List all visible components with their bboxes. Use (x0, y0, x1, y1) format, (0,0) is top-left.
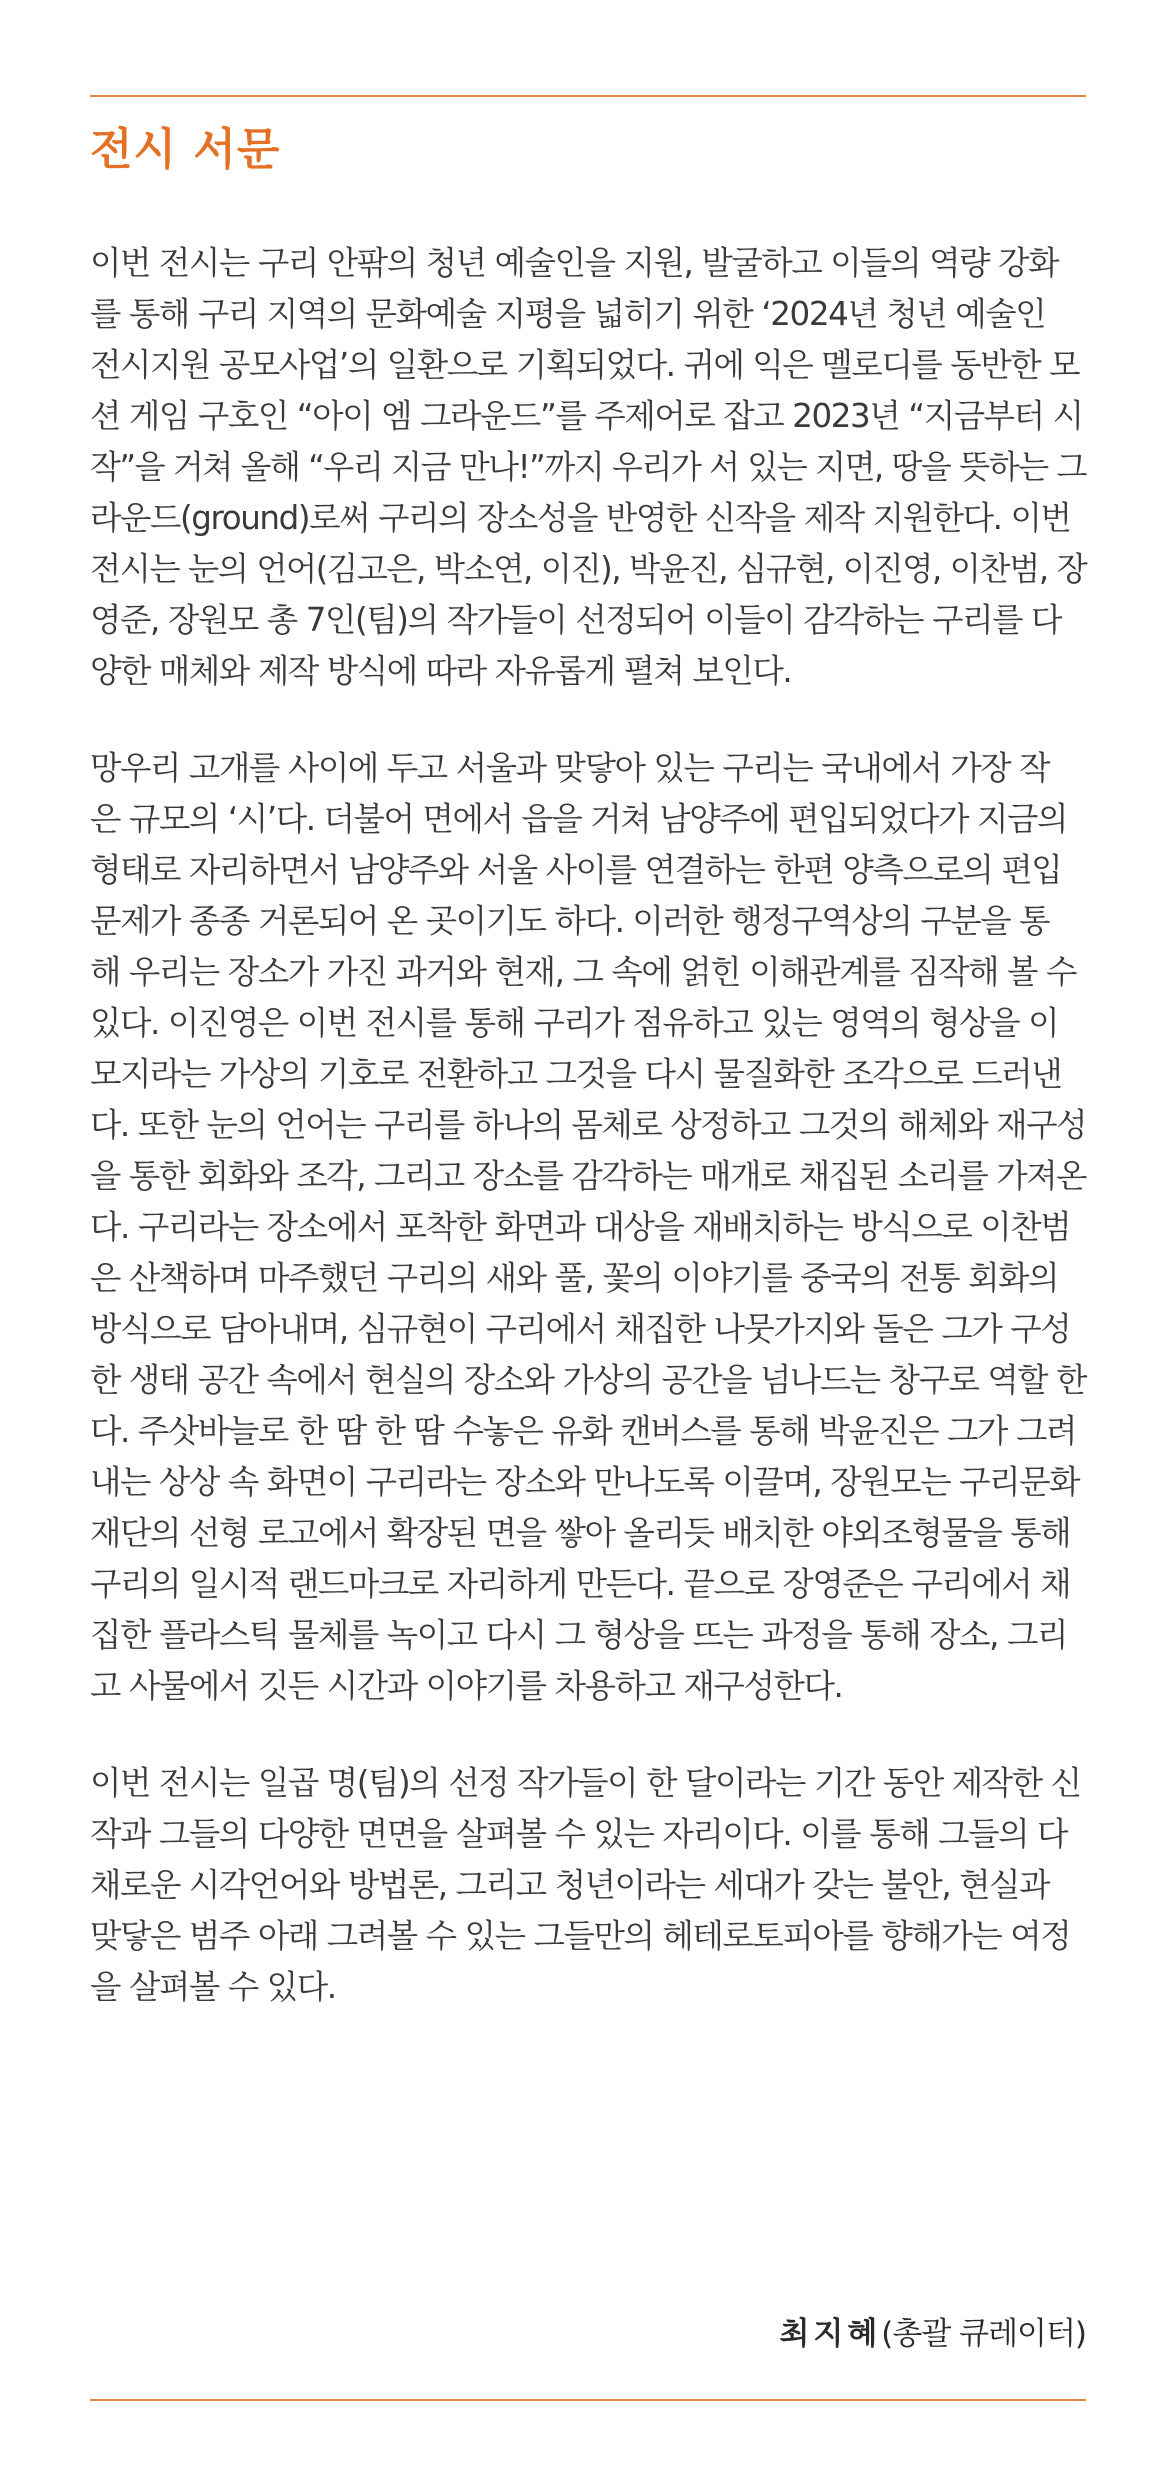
paragraph-line: 해 우리는 장소가 가진 과거와 현재, 그 속에 얽힌 이해관계를 짐작해 볼 수 (90, 953, 1076, 991)
paragraph-line: 집한 플라스틱 물체를 녹이고 다시 그 형상을 뜨는 과정을 통해 장소, 그리 (90, 1616, 1068, 1654)
paragraph-line: 재단의 선형 로고에서 확장된 면을 쌓아 올리듯 배치한 야외조형물을 통해 (90, 1514, 1071, 1552)
paragraph-line: 고 사물에서 깃든 시간과 이야기를 차용하고 재구성한다. (90, 1667, 843, 1705)
paragraph-line: 채로운 시각언어와 방법론, 그리고 청년이라는 세대가 갖는 불안, 현실과 (90, 1866, 1050, 1904)
paragraph-line: 망우리 고개를 사이에 두고 서울과 맞닿아 있는 구리는 국내에서 가장 작 (90, 749, 1050, 787)
paragraph-line: 한 생태 공간 속에서 현실의 장소와 가상의 공간을 넘나드는 창구로 역할 한 (90, 1361, 1087, 1399)
bottom-divider (90, 2399, 1086, 2401)
paragraph-line: 문제가 종종 거론되어 온 곳이기도 하다. 이러한 행정구역상의 구분을 통 (90, 902, 1050, 940)
paragraph-line: 있다. 이진영은 이번 전시를 통해 구리가 점유하고 있는 영역의 형상을 이 (90, 1004, 1059, 1042)
paragraph-line: 작과 그들의 다양한 면면을 살펴볼 수 있는 자리이다. 이를 통해 그들의 다 (90, 1815, 1068, 1853)
paragraph-line: 이번 전시는 구리 안팎의 청년 예술인을 지원, 발굴하고 이들의 역량 강화 (90, 244, 1059, 282)
top-divider (90, 95, 1086, 97)
paragraph-line: 을 살펴볼 수 있다. (90, 1968, 336, 2006)
paragraph-line: 작”을 거쳐 올해 “우리 지금 만나!”까지 우리가 서 있는 지면, 땅을 뜻하는 그 (90, 448, 1086, 486)
paragraph-line: 션 게임 구호인 “아이 엠 그라운드”를 주제어로 잡고 2023년 “지금부터 시 (90, 397, 1083, 435)
essay-paragraph (90, 743, 1086, 1712)
essay-paragraph (90, 1758, 1086, 2013)
paragraph-line: 다. 구리라는 장소에서 포착한 화면과 대상을 재배치하는 방식으로 이찬범 (90, 1208, 1071, 1246)
paragraph-line: 맞닿은 범주 아래 그려볼 수 있는 그들만의 헤테로토피아를 향해가는 여정 (90, 1917, 1071, 1955)
essay-body (90, 238, 1086, 2059)
curator-role: (총괄 큐레이터) (881, 2316, 1086, 2352)
paragraph-line: 이번 전시는 일곱 명(팀)의 선정 작가들이 한 달이라는 기간 동안 제작한 신 (90, 1764, 1081, 1802)
paragraph-line: 형태로 자리하면서 남양주와 서울 사이를 연결하는 한편 양측으로의 편입 (90, 851, 1062, 889)
paragraph-line: 라운드(ground)로써 구리의 장소성을 반영한 신작을 제작 지원한다. 이번 (90, 499, 1071, 537)
paragraph-line: 다. 주삿바늘로 한 땀 한 땀 수놓은 유화 캔버스를 통해 박윤진은 그가 그려 (90, 1412, 1076, 1450)
paragraph-line: 방식으로 담아내며, 심규현이 구리에서 채집한 나뭇가지와 돌은 그가 구성 (90, 1310, 1071, 1348)
paragraph-line: 다. 또한 눈의 언어는 구리를 하나의 몸체로 상정하고 그것의 해체와 재구성 (90, 1106, 1087, 1144)
paragraph-line: 를 통해 구리 지역의 문화예술 지평을 넓히기 위한 ‘2024년 청년 예술인 (90, 295, 1046, 333)
page-title: 전시 서문 (90, 124, 281, 175)
curator-name: 최지혜 (779, 2316, 882, 2352)
paragraph-line: 전시는 눈의 언어(김고은, 박소연, 이진), 박윤진, 심규현, 이진영, 이찬범, 장 (90, 550, 1087, 588)
paragraph-line: 양한 매체와 제작 방식에 따라 자유롭게 펼쳐 보인다. (90, 652, 792, 690)
paragraph-line: 내는 상상 속 화면이 구리라는 장소와 만나도록 이끌며, 장원모는 구리문화 (90, 1463, 1080, 1501)
paragraph-line: 전시지원 공모사업’의 일환으로 기획되었다. 귀에 익은 멜로디를 동반한 모 (90, 346, 1080, 384)
paragraph-line: 구리의 일시적 랜드마크로 자리하게 만든다. 끝으로 장영준은 구리에서 채 (90, 1565, 1071, 1603)
signature (779, 2312, 1086, 2356)
paragraph-line: 을 통한 회화와 조각, 그리고 장소를 감각하는 매개로 채집된 소리를 가져온 (90, 1157, 1087, 1195)
paragraph-line: 영준, 장원모 총 7인(팀)의 작가들이 선정되어 이들이 감각하는 구리를 다 (90, 601, 1062, 639)
essay-paragraph (90, 238, 1086, 697)
paragraph-line: 은 규모의 ‘시’다. 더불어 면에서 읍을 거쳐 남양주에 편입되었다가 지금의 (90, 800, 1068, 838)
paragraph-line: 은 산책하며 마주했던 구리의 새와 풀, 꽃의 이야기를 중국의 전통 회화의 (90, 1259, 1059, 1297)
paragraph-line: 모지라는 가상의 기호로 전환하고 그것을 다시 물질화한 조각으로 드러낸 (90, 1055, 1062, 1093)
